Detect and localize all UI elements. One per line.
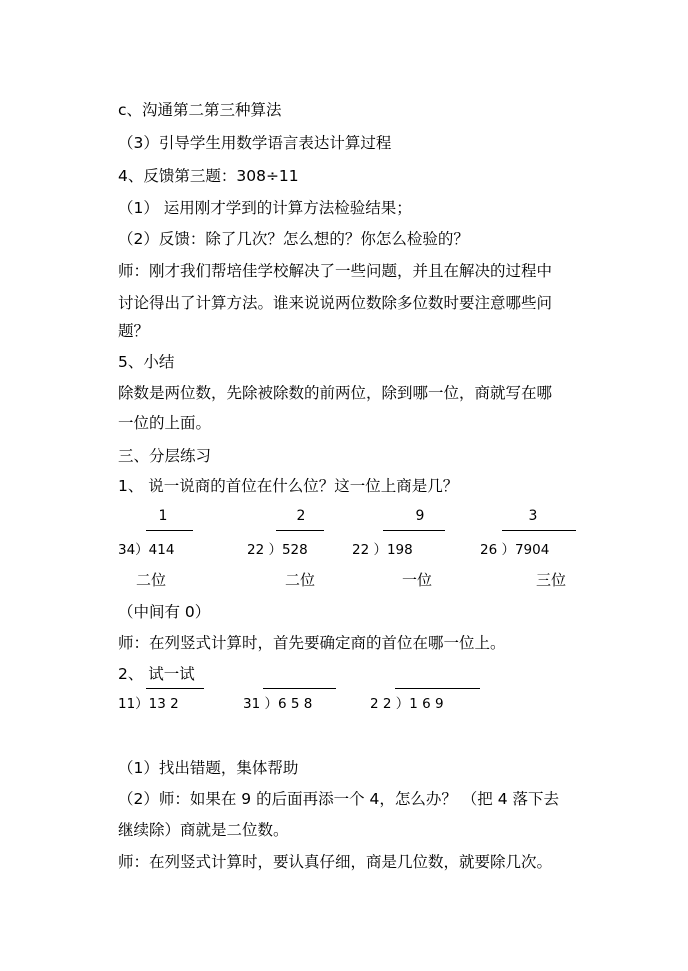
quotient-2: 2 <box>296 508 306 524</box>
line-section-practice: 三、分层练习 <box>118 447 212 465</box>
line-continue-divide: 继续除）商就是二位数。 <box>118 821 289 839</box>
place-label-1: 二位 <box>136 571 167 589</box>
line-feedback-q3: 4、反馈第三题：308÷11 <box>118 167 299 185</box>
place-label-3: 一位 <box>402 571 433 589</box>
quotient-1: 1 <box>158 508 168 524</box>
line-find-errors: （1）找出错题，集体帮助 <box>118 759 299 777</box>
division-expr-7: 2 2 ）1 6 9 <box>370 696 444 712</box>
division-bar-6 <box>263 688 336 689</box>
line-teacher-quotient-first: 师：在列竖式计算时，首先要确定商的首位在哪一位上。 <box>118 634 506 652</box>
division-bar-3 <box>383 530 445 531</box>
division-expr-3: 22 ）198 <box>352 542 413 558</box>
place-label-2: 二位 <box>285 571 316 589</box>
division-expr-2: 22 ）528 <box>247 542 308 558</box>
quotient-3: 9 <box>415 508 425 524</box>
line-teacher-3: 题？ <box>118 322 150 340</box>
line-middle-zero: （中间有 0） <box>118 603 211 621</box>
division-expr-5: 11）13 2 <box>118 696 179 712</box>
line-exercise-2-heading: 2、 试一试 <box>118 665 195 683</box>
line-teacher-careful: 师：在列竖式计算时，要认真仔细，商是几位数，就要除几次。 <box>118 853 553 871</box>
line-teacher-1: 师：刚才我们帮培佳学校解决了一些问题，并且在解决的过程中 <box>118 262 553 280</box>
division-expr-1: 34）414 <box>118 542 175 558</box>
division-expr-4: 26 ）7904 <box>480 542 550 558</box>
line-method-compare: c、沟通第二第三种算法 <box>118 101 282 119</box>
division-bar-4 <box>502 530 576 531</box>
line-feedback-questions: （2）反馈：除了几次？怎么想的？你怎么检验的？ <box>118 230 469 248</box>
line-summary-heading: 5、小结 <box>118 353 175 371</box>
division-bar-2 <box>276 530 324 531</box>
line-summary-2: 一位的上面。 <box>118 414 212 432</box>
quotient-4: 3 <box>528 508 538 524</box>
line-check-result: （1） 运用刚才学到的计算方法检验结果； <box>118 199 412 217</box>
division-bar-1 <box>146 530 193 531</box>
line-exercise-1-prompt: 1、 说一说商的首位在什么位？这一位上商是几？ <box>118 477 459 495</box>
line-teacher-add-4: （2）师：如果在 9 的后面再添一个 4，怎么办？ （把 4 落下去 <box>118 790 560 808</box>
line-teacher-2: 讨论得出了计算方法。谁来说说两位数除多位数时要注意哪些问 <box>118 294 553 312</box>
division-expr-6: 31 ）6 5 8 <box>243 696 313 712</box>
division-bar-5 <box>146 688 204 689</box>
division-bar-7 <box>395 688 480 689</box>
line-guide-students: （3）引导学生用数学语言表达计算过程 <box>118 134 392 152</box>
place-label-4: 三位 <box>536 571 567 589</box>
line-summary-1: 除数是两位数，先除被除数的前两位，除到哪一位，商就写在哪 <box>118 384 553 402</box>
